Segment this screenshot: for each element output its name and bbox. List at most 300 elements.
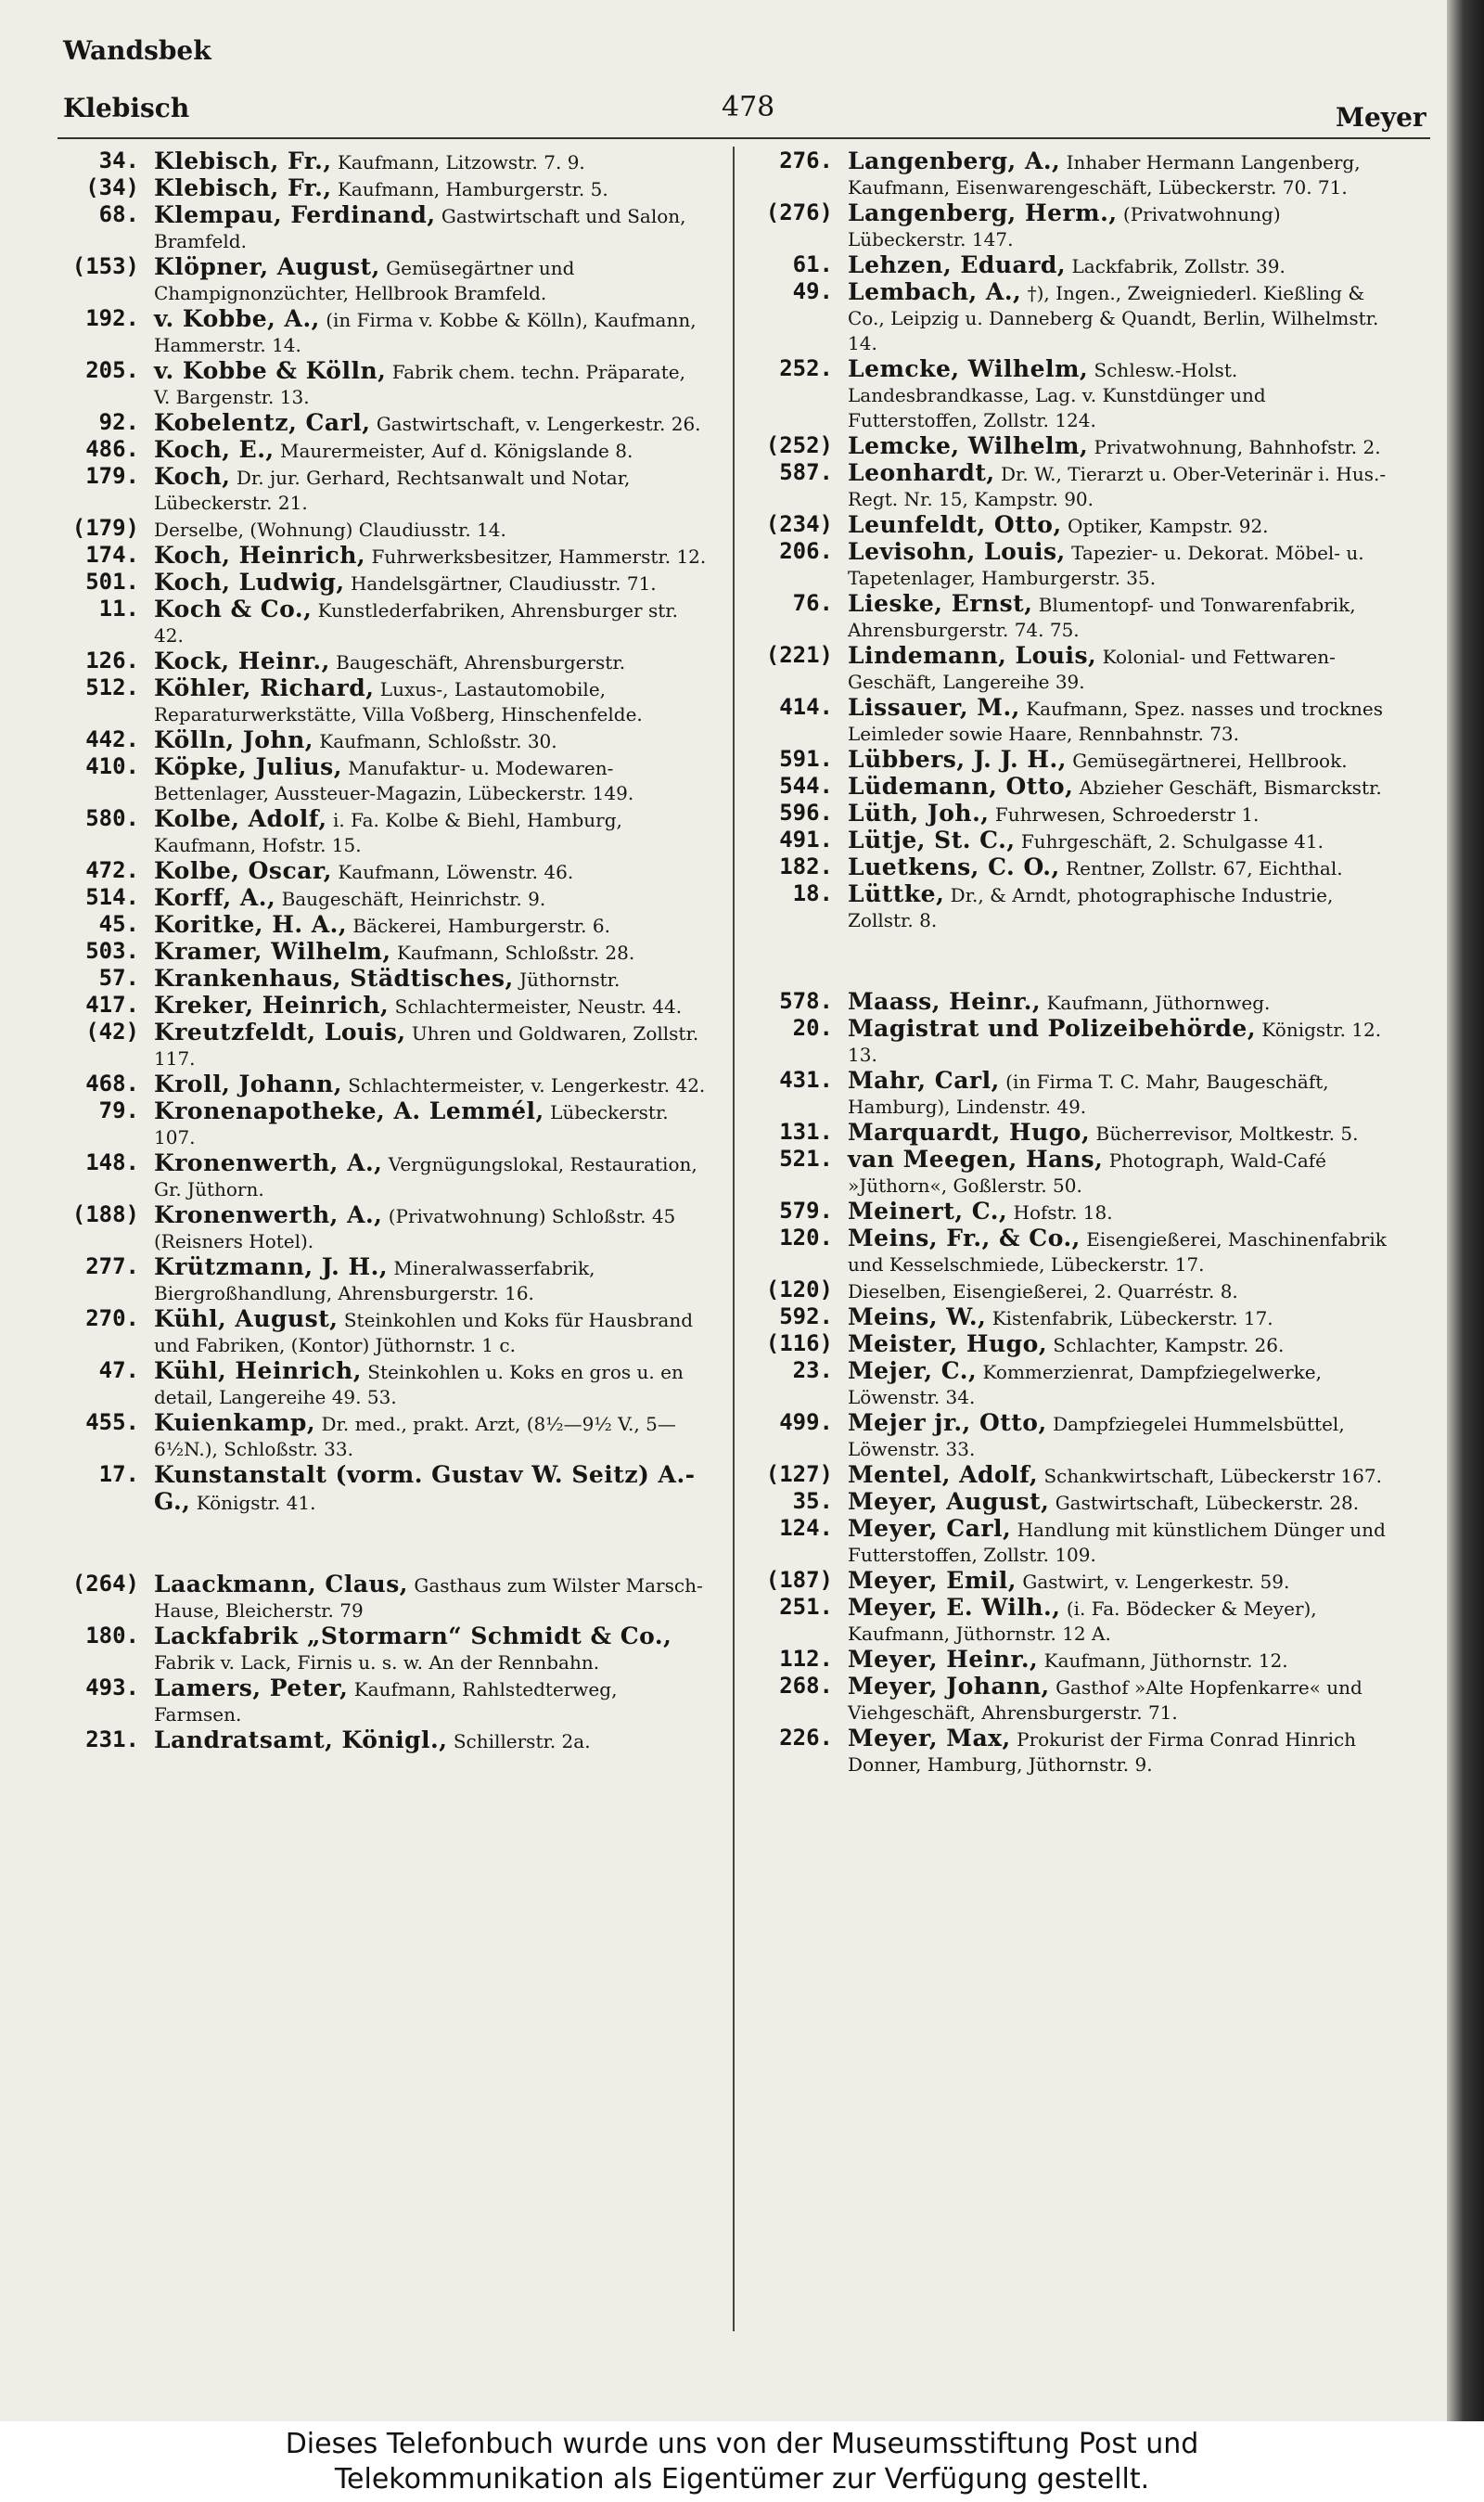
- directory-entry: [751, 1726, 1401, 1777]
- phone-number: (187): [765, 1567, 833, 1593]
- subscriber-details: Schlesw.-Holst. Landesbrandkasse, Lag. v. Kunstdünger und Futterstoffen, Zollstr. 124.: [848, 359, 1266, 431]
- subscriber-name: Marquardt, Hugo,: [848, 1119, 1091, 1146]
- entry-body: [848, 1277, 1401, 1304]
- entry-body: [154, 939, 707, 966]
- phone-number: 11.: [98, 596, 139, 622]
- subscriber-details: Schillerstr. 2a.: [453, 1730, 591, 1752]
- phone-number: 491.: [779, 827, 833, 853]
- subscriber-details: Dieselben, Eisengießerei, 2. Quarréstr. 8.: [848, 1280, 1238, 1302]
- subscriber-details: Fuhrgeschäft, 2. Schulgasse 41.: [1020, 830, 1324, 853]
- entry-body: [848, 433, 1401, 460]
- subscriber-name: Langenberg, Herm.,: [848, 199, 1118, 226]
- phone-number: (34): [85, 174, 139, 200]
- directory-entry: [58, 437, 707, 464]
- entry-body: [848, 747, 1401, 774]
- directory-entry: [58, 1572, 707, 1623]
- subscriber-details: Derselbe, (Wohnung) Claudiusstr. 14.: [154, 519, 506, 541]
- phone-number: 180.: [85, 1623, 139, 1649]
- entry-body: [848, 1147, 1401, 1199]
- entry-body: [154, 912, 707, 939]
- town-heading: Wandsbek: [63, 35, 211, 66]
- subscriber-name: Magistrat und Polizeibehörde,: [848, 1015, 1257, 1042]
- subscriber-name: Kunstanstalt (vorm. Gustav W. Seitz) A.-G.,: [154, 1461, 696, 1515]
- directory-entry: [751, 854, 1401, 881]
- left-column: [58, 148, 707, 1754]
- directory-entry: [58, 306, 707, 358]
- entry-body: [848, 1331, 1401, 1358]
- subscriber-name: Kroll, Johann,: [154, 1071, 342, 1097]
- page-edge-shadow: [1447, 0, 1484, 2421]
- subscriber-details: (Privatwohnung) Lübeckerstr. 147.: [848, 203, 1281, 250]
- phone-number: 23.: [792, 1357, 833, 1383]
- subscriber-name: Mahr, Carl,: [848, 1067, 1000, 1094]
- phone-number: 131.: [779, 1119, 833, 1145]
- directory-entry: [58, 543, 707, 570]
- subscriber-details: Bücherrevisor, Moltkestr. 5.: [1095, 1123, 1359, 1145]
- directory-entry: [751, 1277, 1401, 1304]
- subscriber-details: Baugeschäft, Ahrensburgerstr.: [336, 651, 626, 674]
- phone-number: 442.: [85, 726, 139, 752]
- subscriber-details: Kolonial- und Fettwaren-Geschäft, Langereihe 39.: [848, 646, 1336, 693]
- range-end-heading: Meyer: [1336, 102, 1426, 133]
- subscriber-details: Kaufmann, Jüthornstr. 12.: [1043, 1649, 1288, 1672]
- section-gap: [751, 933, 1401, 989]
- phone-number: 410.: [85, 753, 139, 779]
- subscriber-details: Gastwirtschaft und Salon, Bramfeld.: [154, 205, 686, 252]
- entry-body: [154, 1020, 707, 1071]
- subscriber-name: Lackfabrik „Stormarn“ Schmidt & Co.,: [154, 1623, 672, 1649]
- entry-body: [848, 1225, 1401, 1277]
- subscriber-name: v. Kobbe & Kölln,: [154, 357, 387, 384]
- directory-entry: [751, 252, 1401, 279]
- entry-body: [154, 727, 707, 754]
- directory-entry: [751, 1674, 1401, 1726]
- subscriber-name: Lüttke,: [848, 880, 945, 907]
- entry-body: [154, 1727, 707, 1754]
- subscriber-details: Fabrik chem. techn. Präparate, V. Bargenstr. 13.: [154, 361, 685, 408]
- subscriber-details: Kaufmann, Hamburgerstr. 5.: [337, 178, 608, 200]
- subscriber-details: Handlung mit künstlichem Dünger und Futterstoffen, Zollstr. 109.: [848, 1519, 1386, 1566]
- subscriber-name: Kühl, Heinrich,: [154, 1357, 362, 1384]
- subscriber-details: Gemüsegärtnerei, Hellbrook.: [1072, 750, 1348, 772]
- directory-entry: [58, 727, 707, 754]
- phone-number: 126.: [85, 648, 139, 674]
- phone-number: 112.: [779, 1646, 833, 1672]
- subscriber-details: Kommerzienrat, Dampfziegelwerke, Löwenstr. 34.: [848, 1361, 1322, 1408]
- entry-body: [848, 1358, 1401, 1410]
- directory-entry: [751, 1016, 1401, 1068]
- subscriber-details: Rentner, Zollstr. 67, Eichthal.: [1066, 857, 1343, 879]
- phone-number: 414.: [779, 694, 833, 720]
- entry-body: [154, 597, 707, 648]
- directory-entry: [58, 1462, 707, 1516]
- entry-body: [154, 885, 707, 912]
- directory-entry: [751, 1331, 1401, 1358]
- directory-entry: [751, 1516, 1401, 1568]
- subscriber-details: Dr. jur. Gerhard, Rechtsanwalt und Notar, Lübeckerstr. 21.: [154, 467, 631, 514]
- entry-body: [154, 966, 707, 993]
- subscriber-details: Prokurist der Firma Conrad Hinrich Donner, Hamburg, Jüthornstr. 9.: [848, 1728, 1357, 1776]
- subscriber-name: Meyer, August,: [848, 1488, 1050, 1515]
- subscriber-name: Korff, A.,: [154, 884, 276, 911]
- directory-entry: [58, 1306, 707, 1358]
- subscriber-details: (i. Fa. Bödecker & Meyer), Kaufmann, Jüthornstr. 12 A.: [848, 1597, 1317, 1645]
- phone-number: 182.: [779, 853, 833, 879]
- subscriber-name: Lindemann, Louis,: [848, 642, 1097, 669]
- directory-entry: [58, 1098, 707, 1150]
- entry-body: [154, 754, 707, 806]
- entry-body: [154, 202, 707, 254]
- entry-body: [154, 648, 707, 675]
- subscriber-details: Gastwirtschaft, v. Lengerkestr. 26.: [376, 413, 701, 435]
- directory-entry: [58, 254, 707, 306]
- entry-body: [848, 591, 1401, 643]
- phone-number: 592.: [779, 1303, 833, 1329]
- subscriber-name: Kreutzfeldt, Louis,: [154, 1019, 406, 1046]
- phone-number: 493.: [85, 1674, 139, 1700]
- entry-body: [848, 512, 1401, 539]
- directory-entry: [58, 806, 707, 858]
- entry-body: [848, 828, 1401, 854]
- subscriber-name: Meyer, Johann,: [848, 1673, 1050, 1700]
- entry-body: [154, 1150, 707, 1202]
- entry-body: [848, 695, 1401, 747]
- subscriber-name: Kuienkamp,: [154, 1409, 316, 1436]
- phone-number: (116): [765, 1330, 833, 1356]
- subscriber-name: Leunfeldt, Otto,: [848, 511, 1062, 538]
- phone-number: (276): [765, 199, 833, 225]
- phone-number: 521.: [779, 1146, 833, 1172]
- phone-number: 472.: [85, 857, 139, 883]
- phone-number: 455.: [85, 1409, 139, 1435]
- phone-number: 148.: [85, 1149, 139, 1175]
- phone-number: 34.: [98, 148, 139, 173]
- header-rule: [58, 137, 1430, 139]
- entry-body: [154, 437, 707, 464]
- subscriber-details: (Privatwohnung) Schloßstr. 45 (Reisners Hotel).: [154, 1205, 676, 1252]
- entry-body: [848, 774, 1401, 801]
- subscriber-name: van Meegen, Hans,: [848, 1146, 1104, 1173]
- subscriber-details: Blumentopf- und Tonwarenfabrik, Ahrensburgerstr. 74. 75.: [848, 594, 1356, 641]
- subscriber-name: Kock, Heinr.,: [154, 648, 330, 674]
- phone-number: 18.: [792, 880, 833, 906]
- entry-body: [154, 306, 707, 358]
- subscriber-details: Kaufmann, Litzowstr. 7. 9.: [337, 151, 585, 173]
- entry-body: [154, 410, 707, 437]
- subscriber-details: Inhaber Hermann Langenberg, Kaufmann, Eisenwarengeschäft, Lübeckerstr. 70. 71.: [848, 151, 1361, 199]
- entry-body: [154, 1306, 707, 1358]
- phone-number: 270.: [85, 1305, 139, 1331]
- subscriber-name: Krützmann, J. H.,: [154, 1253, 389, 1280]
- subscriber-details: Kistenfabrik, Lübeckerstr. 17.: [991, 1307, 1273, 1329]
- subscriber-name: Koch & Co.,: [154, 596, 313, 622]
- directory-entry: [58, 358, 707, 410]
- phone-number: (264): [71, 1571, 139, 1597]
- phone-number: 579.: [779, 1198, 833, 1224]
- entry-body: [154, 1675, 707, 1727]
- subscriber-details: Tapezier- u. Dekorat. Möbel- u. Tapetenlager, Hamburgerstr. 35.: [848, 542, 1364, 589]
- phone-number: 580.: [85, 805, 139, 831]
- entry-body: [848, 1647, 1401, 1674]
- entry-body: [848, 252, 1401, 279]
- phone-number: 68.: [98, 201, 139, 227]
- entry-body: [848, 1489, 1401, 1516]
- directory-entry: [58, 993, 707, 1020]
- entry-body: [848, 1568, 1401, 1595]
- directory-entry: [751, 279, 1401, 356]
- directory-entry: [751, 747, 1401, 774]
- subscriber-name: Mentel, Adolf,: [848, 1461, 1039, 1488]
- subscriber-name: Kühl, August,: [154, 1305, 339, 1332]
- subscriber-details: Dr. med., prakt. Arzt, (8½—9½ V., 5—6½N.), Schloßstr. 33.: [154, 1413, 676, 1460]
- subscriber-name: Meins, Fr., & Co.,: [848, 1225, 1081, 1251]
- directory-entry: [751, 539, 1401, 591]
- subscriber-details: Gastwirt, v. Lengerkestr. 59.: [1022, 1571, 1290, 1593]
- entry-body: [848, 1462, 1401, 1489]
- directory-entry: [751, 1120, 1401, 1147]
- subscriber-details: Optiker, Kampstr. 92.: [1068, 515, 1269, 537]
- subscriber-details: Schlachtermeister, v. Lengerkestr. 42.: [348, 1074, 706, 1097]
- phone-number: 174.: [85, 542, 139, 568]
- directory-entry: [751, 460, 1401, 512]
- directory-entry: [58, 1254, 707, 1306]
- phone-number: 431.: [779, 1067, 833, 1093]
- subscriber-name: Kronenwerth, A.,: [154, 1149, 383, 1176]
- subscriber-details: †), Ingen., Zweigniederl. Kießling & Co., Leipzig u. Danneberg & Quandt, Berlin, Wilhelmstr. 14.: [848, 282, 1379, 354]
- phone-number: (127): [765, 1461, 833, 1487]
- range-start-heading: Klebisch: [63, 93, 190, 123]
- entry-body: [848, 1516, 1401, 1568]
- subscriber-name: Lüth, Joh.,: [848, 800, 990, 827]
- subscriber-name: Meyer, Carl,: [848, 1515, 1012, 1542]
- phone-number: 45.: [98, 911, 139, 937]
- subscriber-details: Vergnügungslokal, Restauration, Gr. Jüthorn.: [154, 1153, 697, 1200]
- subscriber-name: Klempau, Ferdinand,: [154, 201, 436, 228]
- subscriber-name: Lemcke, Wilhelm,: [848, 355, 1089, 382]
- directory-entry: [751, 1647, 1401, 1674]
- directory-entry: [58, 675, 707, 727]
- phone-number: 179.: [85, 463, 139, 489]
- subscriber-name: Levisohn, Louis,: [848, 538, 1066, 565]
- directory-entry: [58, 648, 707, 675]
- subscriber-name: Mejer, C.,: [848, 1357, 978, 1384]
- phone-number: (221): [765, 642, 833, 668]
- subscriber-name: Koch, E.,: [154, 436, 275, 463]
- phone-number: 499.: [779, 1409, 833, 1435]
- entry-body: [154, 1462, 707, 1516]
- subscriber-name: Kronenapotheke, A. Lemmél,: [154, 1097, 544, 1124]
- entry-body: [848, 279, 1401, 356]
- directory-entry: [751, 1489, 1401, 1516]
- subscriber-details: Uhren und Goldwaren, Zollstr. 117.: [154, 1022, 699, 1070]
- directory-entry: [751, 591, 1401, 643]
- directory-entry: [751, 774, 1401, 801]
- phone-number: 486.: [85, 436, 139, 462]
- subscriber-name: Koritke, H. A.,: [154, 911, 348, 938]
- directory-entry: [751, 148, 1401, 200]
- phone-number: (252): [765, 432, 833, 458]
- phone-number: (188): [71, 1201, 139, 1227]
- directory-entry: [58, 1358, 707, 1410]
- phone-number: 252.: [779, 355, 833, 381]
- entry-body: [848, 1726, 1401, 1777]
- phone-number: 79.: [98, 1097, 139, 1123]
- phone-number: 35.: [792, 1488, 833, 1514]
- subscriber-details: Fuhrwesen, Schroederstr 1.: [994, 803, 1260, 826]
- subscriber-details: Kaufmann, Spez. nasses und trocknes Leimleder sowie Haare, Rennbahnstr. 73.: [848, 698, 1383, 745]
- phone-number: 544.: [779, 773, 833, 799]
- directory-entry: [58, 175, 707, 202]
- subscriber-name: v. Kobbe, A.,: [154, 305, 320, 332]
- subscriber-details: Eisengießerei, Maschinenfabrik und Kesselschmiede, Lübeckerstr. 17.: [848, 1228, 1387, 1276]
- entry-body: [154, 516, 707, 543]
- directory-entry: [751, 1462, 1401, 1489]
- directory-entry: [751, 801, 1401, 828]
- subscriber-name: Köhler, Richard,: [154, 674, 375, 701]
- subscriber-details: Mineralwasserfabrik, Biergroßhandlung, Ahrensburgerstr. 16.: [154, 1257, 595, 1304]
- entry-body: [848, 881, 1401, 933]
- phone-number: 92.: [98, 409, 139, 435]
- entry-body: [848, 1595, 1401, 1647]
- entry-body: [154, 1202, 707, 1254]
- entry-body: [848, 989, 1401, 1016]
- entry-body: [154, 543, 707, 570]
- subscriber-name: Lembach, A.,: [848, 278, 1022, 305]
- subscriber-name: Koch, Ludwig,: [154, 569, 345, 596]
- directory-entry: [751, 1568, 1401, 1595]
- phone-number: 57.: [98, 965, 139, 991]
- entry-body: [154, 858, 707, 885]
- directory-entry: [58, 570, 707, 597]
- phone-number: 206.: [779, 538, 833, 564]
- subscriber-name: Lütje, St. C.,: [848, 827, 1016, 853]
- directory-entry: [751, 433, 1401, 460]
- phone-number: 268.: [779, 1673, 833, 1699]
- entry-body: [154, 1358, 707, 1410]
- directory-entry: [58, 516, 707, 543]
- subscriber-details: Gasthof »Alte Hopfenkarre« und Viehgeschäft, Ahrensburgerstr. 71.: [848, 1676, 1362, 1724]
- subscriber-name: Lieske, Ernst,: [848, 590, 1033, 617]
- entry-body: [154, 254, 707, 306]
- entry-body: [848, 1068, 1401, 1120]
- phone-number: 512.: [85, 674, 139, 700]
- subscriber-name: Lissauer, M.,: [848, 694, 1020, 721]
- entry-body: [848, 1304, 1401, 1331]
- phone-number: 277.: [85, 1253, 139, 1279]
- directory-entry: [751, 1225, 1401, 1277]
- subscriber-details: Dr., & Arndt, photographische Industrie, Zollstr. 8.: [848, 884, 1334, 931]
- subscriber-details: Privatwohnung, Bahnhofstr. 2.: [1094, 436, 1381, 458]
- directory-entry: [751, 356, 1401, 433]
- entry-body: [154, 675, 707, 727]
- phone-number: 514.: [85, 884, 139, 910]
- subscriber-name: Meister, Hugo,: [848, 1330, 1048, 1357]
- subscriber-details: Schankwirtschaft, Lübeckerstr 167.: [1043, 1465, 1382, 1487]
- directory-entry: [751, 1068, 1401, 1120]
- directory-entry: [58, 1623, 707, 1675]
- entry-body: [848, 356, 1401, 433]
- subscriber-name: Leonhardt,: [848, 459, 995, 486]
- entry-body: [154, 1071, 707, 1098]
- directory-entry: [58, 939, 707, 966]
- subscriber-name: Meyer, Max,: [848, 1725, 1011, 1751]
- phone-number: (179): [71, 515, 139, 541]
- subscriber-details: Lackfabrik, Zollstr. 39.: [1071, 255, 1286, 277]
- entry-body: [848, 1674, 1401, 1726]
- subscriber-name: Landratsamt, Königl.,: [154, 1726, 448, 1753]
- subscriber-name: Kolbe, Adolf,: [154, 805, 327, 832]
- directory-entry: [58, 202, 707, 254]
- column-divider: [733, 147, 735, 2331]
- phone-number: 591.: [779, 746, 833, 772]
- subscriber-details: Fuhrwerksbesitzer, Hammerstr. 12.: [371, 545, 707, 568]
- phone-number: (153): [71, 253, 139, 279]
- subscriber-details: Lübeckerstr. 107.: [154, 1101, 669, 1148]
- phone-number: 192.: [85, 305, 139, 331]
- directory-entry: [58, 912, 707, 939]
- entry-body: [848, 539, 1401, 591]
- subscriber-details: Steinkohlen u. Koks en gros u. en detail, Langereihe 49. 53.: [154, 1361, 684, 1408]
- subscriber-name: Krankenhaus, Städtisches,: [154, 965, 514, 992]
- subscriber-details: Dampfziegelei Hummelsbüttel, Löwenstr. 33.: [848, 1413, 1345, 1460]
- entry-body: [154, 358, 707, 410]
- subscriber-name: Koch, Heinrich,: [154, 542, 366, 569]
- directory-entry: [751, 512, 1401, 539]
- directory-entry: [58, 754, 707, 806]
- directory-entry: [58, 885, 707, 912]
- entry-body: [848, 801, 1401, 828]
- subscriber-details: Steinkohlen und Koks für Hausbrand und Fabriken, (Kontor) Jüthornstr. 1 c.: [154, 1309, 694, 1356]
- phone-number: 124.: [779, 1515, 833, 1541]
- subscriber-details: Gastwirtschaft, Lübeckerstr. 28.: [1055, 1492, 1360, 1514]
- phone-number: 49.: [792, 278, 833, 304]
- subscriber-name: Klöpner, August,: [154, 253, 380, 280]
- directory-entry: [58, 1675, 707, 1727]
- phone-number: 61.: [792, 251, 833, 277]
- subscriber-name: Kreker, Heinrich,: [154, 992, 390, 1019]
- subscriber-details: Schlachtermeister, Neustr. 44.: [394, 995, 683, 1018]
- directory-entry: [751, 828, 1401, 854]
- entry-body: [848, 200, 1401, 252]
- subscriber-details: Gasthaus zum Wilster Marsch-Hause, Bleicherstr. 79: [154, 1574, 703, 1622]
- phone-number: 17.: [98, 1461, 139, 1487]
- subscriber-details: Hofstr. 18.: [1013, 1201, 1113, 1224]
- phone-number: 468.: [85, 1071, 139, 1097]
- phone-number: 503.: [85, 938, 139, 964]
- footer-line-2: Telekommunikation als Eigentümer zur Verfügung gestellt.: [334, 2463, 1150, 2496]
- directory-entry: [58, 464, 707, 516]
- entry-body: [154, 148, 707, 175]
- subscriber-name: Klebisch, Fr.,: [154, 174, 332, 201]
- subscriber-name: Luetkens, C. O.,: [848, 853, 1060, 880]
- directory-entry: [58, 858, 707, 885]
- subscriber-details: Fabrik v. Lack, Firnis u. s. w. An der Rennbahn.: [154, 1651, 600, 1674]
- subscriber-details: Bäckerei, Hamburgerstr. 6.: [352, 915, 610, 937]
- phone-number: 251.: [779, 1594, 833, 1620]
- phone-number: 417.: [85, 992, 139, 1018]
- directory-entry: [751, 1304, 1401, 1331]
- entry-body: [154, 806, 707, 858]
- subscriber-details: Dr. W., Tierarzt u. Ober-Veterinär i. Hus.-Regt. Nr. 15, Kampstr. 90.: [848, 463, 1387, 510]
- subscriber-name: Mejer jr., Otto,: [848, 1409, 1047, 1436]
- subscriber-name: Meyer, Emil,: [848, 1567, 1017, 1594]
- page-number: 478: [722, 91, 775, 123]
- subscriber-name: Lübbers, J. J. H.,: [848, 746, 1067, 773]
- subscriber-name: Lamers, Peter,: [154, 1674, 349, 1701]
- entry-body: [154, 1623, 707, 1675]
- footer-line-1: Dieses Telefonbuch wurde uns von der Museumsstiftung Post und: [285, 2428, 1199, 2460]
- subscriber-name: Köpke, Julius,: [154, 753, 342, 780]
